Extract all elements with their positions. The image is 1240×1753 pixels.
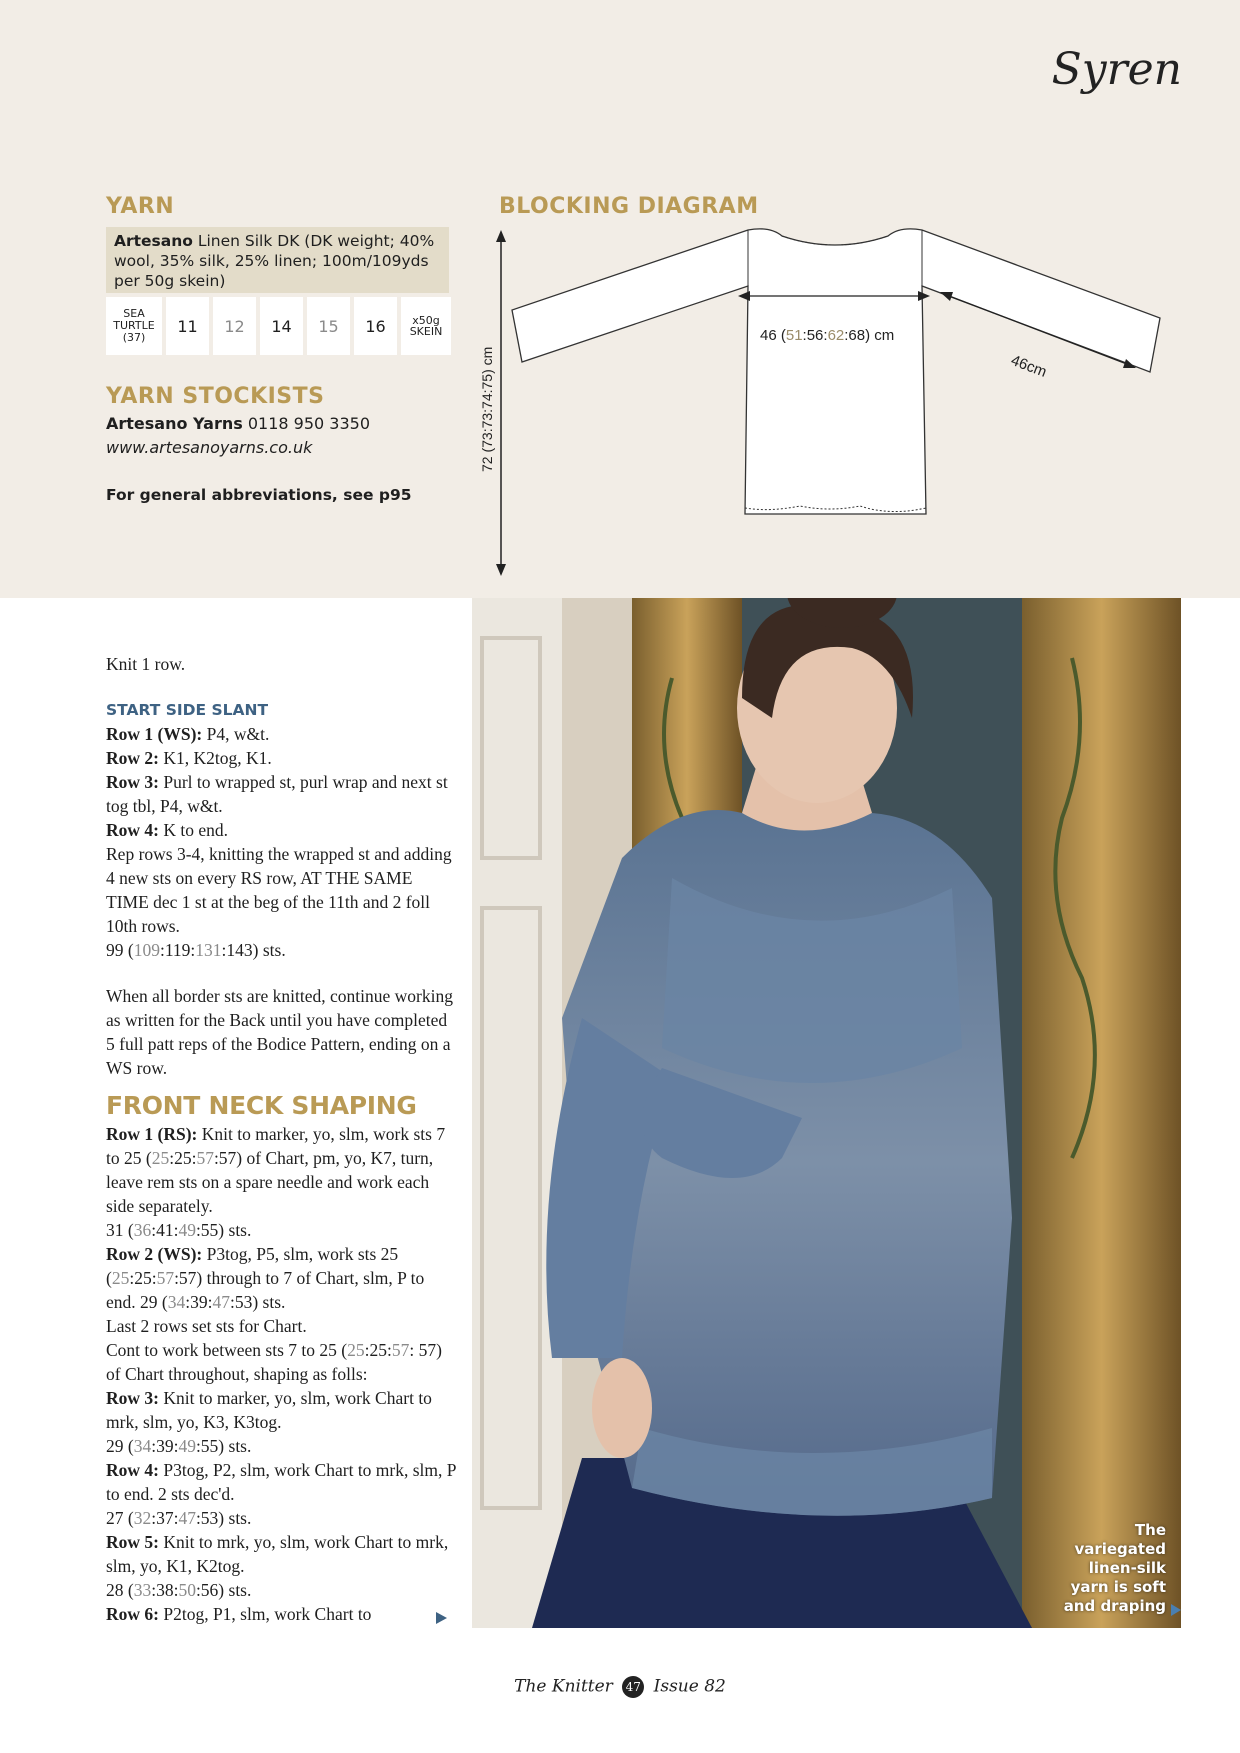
skein-count: 12 (213, 297, 256, 355)
instruction-row: Row 2 (WS): P3tog, P5, slm, work sts 25 (25:25:57:57) through to 7 of Chart, slm, P to end. 29 (34:39:47:53) sts. (106, 1244, 425, 1312)
sweater-outline (512, 229, 1160, 514)
skein-count: 16 (354, 297, 397, 355)
skein-unit: x50g SKEIN (401, 297, 451, 355)
diagram-heading: BLOCKING DIAGRAM (499, 194, 759, 219)
stitch-count: 31 (36:41:49:55) sts. (106, 1220, 252, 1240)
magazine-name: The Knitter (514, 1676, 613, 1697)
blocking-diagram (470, 222, 1170, 582)
width-arrowhead-right (918, 291, 930, 301)
stitch-count: 27 (32:37:47:53) sts. (106, 1508, 252, 1528)
instruction-row: Row 4: K to end. (106, 820, 229, 840)
stockist-url[interactable]: www.artesanoyarns.co.uk (106, 438, 313, 457)
instruction-row: Row 4: P3tog, P2, slm, work Chart to mrk, slm, P to end. 2 sts dec'd. (106, 1460, 456, 1504)
stitch-count: 99 (109:119:131:143) sts. (106, 940, 286, 960)
model-photo (472, 598, 1181, 1628)
yarn-shade: SEA TURTLE (37) (106, 297, 162, 355)
stockist-phone: 0118 950 3350 (242, 414, 370, 433)
length-arrowhead-top (496, 230, 506, 242)
abbreviations-note: For general abbreviations, see p95 (106, 486, 412, 504)
instruction-line: Rep rows 3-4, knitting the wrapped st and adding 4 new sts on every RS row, AT THE SAME TIME dec 1 st at the beg of the 11th and 2 foll 10th rows. (106, 844, 452, 936)
hand (592, 1358, 652, 1458)
width-arrowhead-left (738, 291, 750, 301)
caption-arrow-icon (1171, 1604, 1181, 1616)
photo-caption: The variegated linen-silk yarn is soft and draping (1063, 1521, 1166, 1615)
sleeve-arrowhead-left (940, 292, 953, 301)
white-door-panel (472, 598, 562, 1628)
stockist-name: Artesano Yarns (106, 414, 243, 433)
yarn-description (106, 227, 449, 293)
stockist-contact (106, 414, 370, 433)
instruction-row: Row 2: K1, K2tog, K1. (106, 748, 272, 768)
instruction-row: Row 6: P2tog, P1, slm, work Chart to (106, 1604, 372, 1624)
painted-panel-right (1022, 598, 1181, 1628)
width-label: 46 (51:56:62:68) cm (760, 327, 895, 344)
issue-number: Issue 82 (653, 1676, 726, 1697)
sleeve-label: 46cm (1008, 351, 1049, 381)
front-neck-heading: FRONT NECK SHAPING (106, 1091, 417, 1120)
length-label: 72 (73:73:74:75) cm (479, 346, 495, 472)
skein-count: 11 (166, 297, 209, 355)
skein-table (106, 297, 451, 355)
instruction-row: Row 5: Knit to mrk, yo, slm, work Chart to mrk, slm, yo, K1, K2tog. (106, 1532, 449, 1576)
skein-count: 15 (307, 297, 350, 355)
yarn-heading: YARN (106, 194, 175, 219)
instruction-line: Knit 1 row. (106, 654, 186, 674)
pattern-instructions (106, 652, 456, 1626)
stockists-heading: YARN STOCKISTS (106, 384, 325, 409)
page-number: 47 (622, 1676, 644, 1698)
page-footer (0, 1676, 1240, 1698)
instruction-row: Row 1 (RS): Knit to marker, yo, slm, work sts 7 to 25 (25:25:57:57) of Chart, pm, yo, K7, turn, leave rem sts on a spare needle and work each side separately. (106, 1124, 446, 1216)
page-title: Syren (1051, 44, 1182, 95)
skein-count: 14 (260, 297, 303, 355)
instruction-row: Row 1 (WS): P4, w&t. (106, 724, 270, 744)
instruction-line: Cont to work between sts 7 to 25 (25:25:57: 57) of Chart throughout, shaping as folls: (106, 1340, 442, 1384)
instruction-row: Row 3: Knit to marker, yo, slm, work Chart to mrk, slm, yo, K3, K3tog. (106, 1388, 432, 1432)
stitch-count: 29 (34:39:49:55) sts. (106, 1436, 252, 1456)
instruction-line: Last 2 rows set sts for Chart. (106, 1316, 307, 1336)
length-arrowhead-bottom (496, 564, 506, 576)
instruction-line: When all border sts are knitted, continue working as written for the Back until you have completed 5 full patt reps of the Bodice Pattern, ending on a WS row. (106, 986, 453, 1078)
yarn-details: Linen Silk DK (DK weight; 40% wool, 35% silk, 25% linen; 100m/109yds per 50g skein) (114, 232, 435, 290)
photo-illustration (472, 598, 1181, 1628)
side-slant-heading: START SIDE SLANT (106, 701, 269, 719)
instruction-row: Row 3: Purl to wrapped st, purl wrap and next st tog tbl, P4, w&t. (106, 772, 448, 816)
yarn-brand: Artesano (114, 232, 193, 250)
stitch-count: 28 (33:38:50:56) sts. (106, 1580, 252, 1600)
continue-arrow-icon (436, 1612, 447, 1624)
